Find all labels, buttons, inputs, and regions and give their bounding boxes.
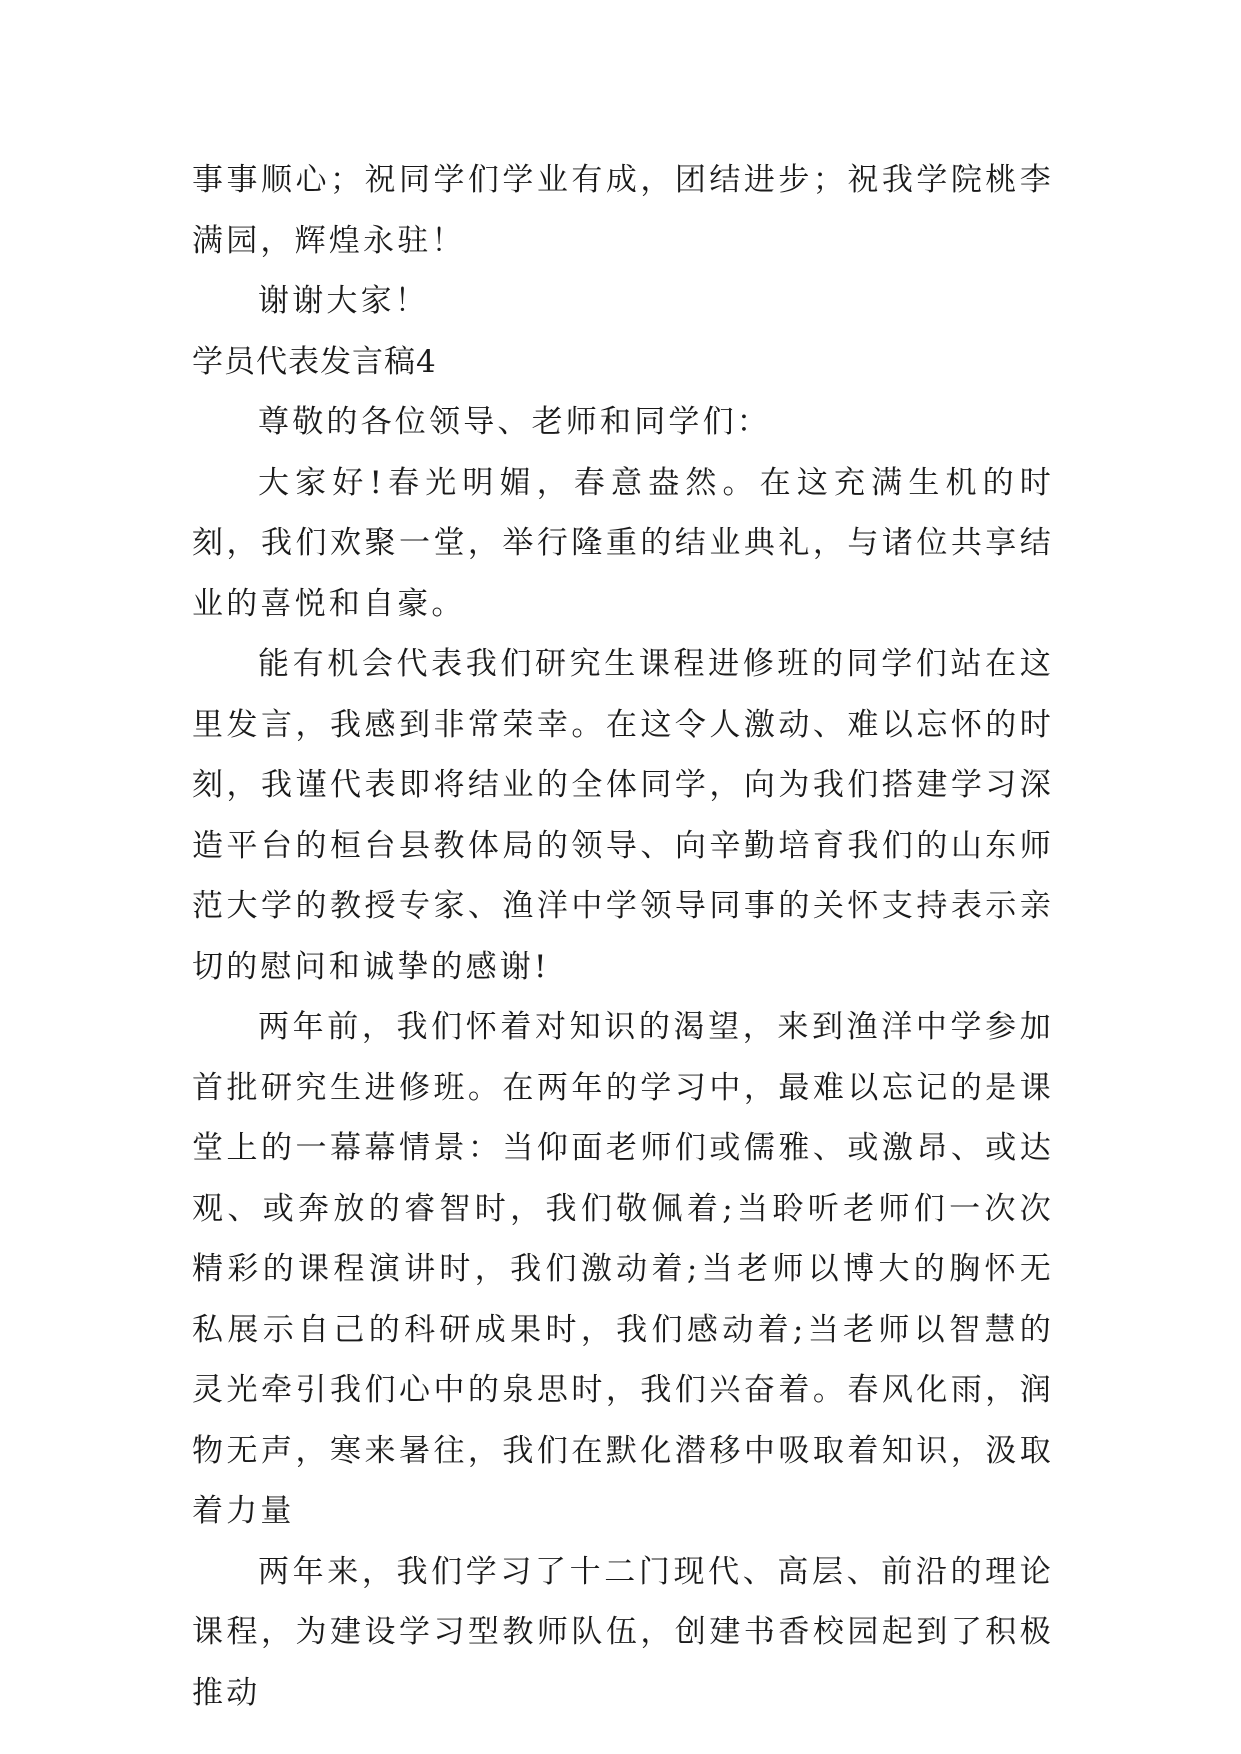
paragraph-memories: 两年前，我们怀着对知识的渴望，来到渔洋中学参加首批研究生进修班。在两年的学习中，最难以忘记的是课堂上的一幕幕情景：当仰面老师们或儒雅、或激昂、或达观、或奔放的睿智时，我们敬佩着;当聆听老师们一次次精彩的课程演讲时，我们激动着;当老师以博大的胸怀无私展示自己的科研成果时，我们感动着;当老师以智慧的灵光牵引我们心中的泉思时，我们兴奋着。春风化雨，润物无声，寒来暑往，我们在默化潜移中吸取着知识，汲取着力量	[192, 1009, 1054, 1529]
paragraph-closing-wishes: 事事顺心；祝同学们学业有成，团结进步；祝我学院桃李满园，辉煌永驻！	[192, 162, 1054, 259]
paragraph-salutation: 尊敬的各位领导、老师和同学们：	[258, 404, 771, 440]
section-heading: 学员代表发言稿4	[192, 343, 437, 380]
paragraph-courses: 两年来，我们学习了十二门现代、高层、前沿的理论课程，为建设学习型教师队伍，创建书香校园起到了积极推动	[192, 1553, 1054, 1711]
paragraph-greeting: 大家好!春光明媚，春意盎然。在这充满生机的时刻，我们欢聚一堂，举行隆重的结业典礼，与诸位共享结业的喜悦和自豪。	[192, 464, 1054, 622]
document-body	[192, 150, 1054, 1723]
paragraph-gratitude: 能有机会代表我们研究生课程进修班的同学们站在这里发言，我感到非常荣幸。在这令人激动、难以忘怀的时刻，我谨代表即将结业的全体同学，向为我们搭建学习深造平台的桓台县教体局的领导、向辛勤培育我们的山东师范大学的教授专家、渔洋中学领导同事的关怀支持表示亲切的慰问和诚挚的感谢!	[192, 646, 1054, 985]
paragraph-thanks: 谢谢大家！	[258, 283, 429, 319]
